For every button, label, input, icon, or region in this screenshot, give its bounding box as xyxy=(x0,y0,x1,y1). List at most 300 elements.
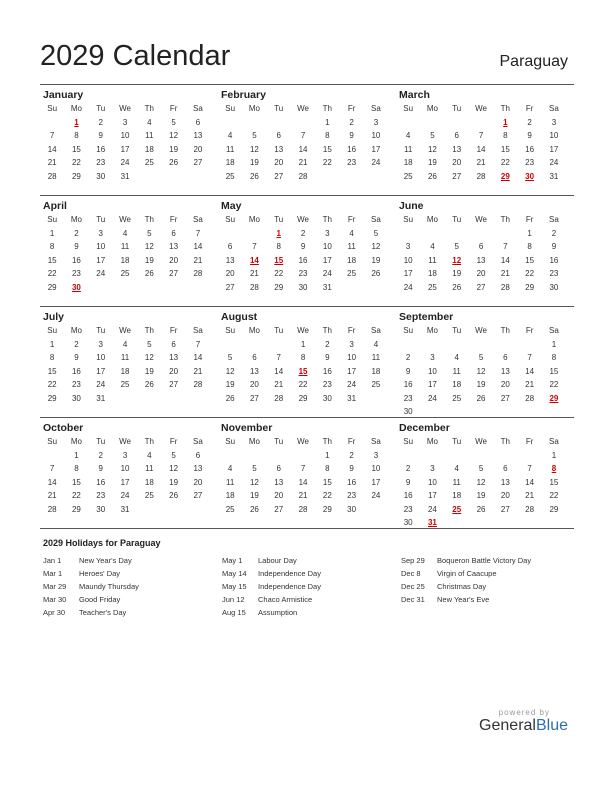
day-cell: 21 xyxy=(500,269,510,279)
weekday-label: Fr xyxy=(347,104,356,114)
weekday-label: We xyxy=(297,104,309,114)
day-cell: 10 xyxy=(120,464,130,474)
empty-cell xyxy=(89,294,113,308)
empty-cell xyxy=(339,183,363,197)
weekday-label: Tu xyxy=(452,215,462,225)
day-cell: 28 xyxy=(298,171,308,181)
day-cell: 31 xyxy=(96,393,106,403)
day-cell: 9 xyxy=(551,242,557,252)
day-cell: 12 xyxy=(249,144,259,154)
day-cell: 6 xyxy=(454,131,459,141)
empty-cell xyxy=(396,183,420,197)
empty-cell xyxy=(242,405,266,419)
day-cell: 26 xyxy=(144,269,154,279)
day-cell: 6 xyxy=(478,242,484,252)
empty-cell xyxy=(242,227,266,241)
day-cell: 18 xyxy=(120,366,130,376)
day-cell: 16 xyxy=(96,144,106,154)
empty-cell xyxy=(113,405,137,419)
day-cell: 13 xyxy=(500,477,510,487)
day-cell: 3 xyxy=(325,228,330,238)
weekday-label: Tu xyxy=(274,104,284,114)
empty-cell xyxy=(364,294,388,308)
day-cell: 4 xyxy=(373,339,379,349)
month-table xyxy=(396,102,566,197)
day-cell: 11 xyxy=(120,242,130,252)
holiday-name: New Year's Eve xyxy=(437,595,490,604)
empty-cell xyxy=(469,116,493,130)
day-cell: 3 xyxy=(349,339,354,349)
day-cell: 20 xyxy=(274,491,284,501)
empty-cell xyxy=(517,516,541,530)
empty-cell xyxy=(161,516,185,530)
empty-cell xyxy=(445,183,469,197)
holiday-day-cell: 15 xyxy=(298,366,308,376)
day-cell: 7 xyxy=(195,228,201,238)
day-cell: 11 xyxy=(225,477,235,487)
day-cell: 2 xyxy=(98,117,103,127)
holiday-list-title: 2029 Holidays for Paraguay xyxy=(43,538,161,548)
day-cell: 25 xyxy=(120,269,130,279)
day-cell: 9 xyxy=(527,131,532,141)
day-cell: 5 xyxy=(147,339,152,349)
weekday-label: Th xyxy=(500,326,510,336)
day-cell: 27 xyxy=(193,491,203,501)
day-cell: 25 xyxy=(225,504,235,514)
empty-cell xyxy=(420,449,444,463)
day-cell: 29 xyxy=(47,393,57,403)
day-cell: 20 xyxy=(249,380,259,390)
empty-cell xyxy=(364,503,388,517)
weekday-label: Tu xyxy=(274,215,284,225)
day-cell: 21 xyxy=(525,491,535,501)
logo-blue: Blue xyxy=(535,717,568,734)
day-cell: 14 xyxy=(47,144,57,154)
day-cell: 23 xyxy=(347,491,357,501)
month-may xyxy=(218,196,396,306)
empty-cell xyxy=(517,449,541,463)
holiday-item xyxy=(401,567,580,580)
day-cell: 5 xyxy=(478,464,484,474)
day-cell: 15 xyxy=(71,144,81,154)
weekday-label: Th xyxy=(144,215,154,225)
day-cell: 29 xyxy=(47,282,57,292)
day-cell: 13 xyxy=(193,464,203,474)
weekday-label: We xyxy=(475,104,487,114)
holiday-name: Virgin of Caacupe xyxy=(437,569,497,578)
day-cell: 10 xyxy=(347,353,357,363)
day-cell: 1 xyxy=(300,339,306,349)
weekday-label: Fr xyxy=(525,215,534,225)
day-cell: 18 xyxy=(225,158,235,168)
month-table xyxy=(40,102,210,197)
weekday-label: Su xyxy=(47,215,58,225)
month-name: June xyxy=(399,200,424,212)
day-cell: 17 xyxy=(120,144,130,154)
month-june xyxy=(396,196,574,306)
day-cell: 18 xyxy=(144,477,154,487)
weekday-label: Su xyxy=(225,215,236,225)
day-cell: 6 xyxy=(195,117,201,127)
holiday-name: New Year's Day xyxy=(79,556,132,565)
empty-cell xyxy=(364,183,388,197)
empty-cell xyxy=(40,294,64,308)
day-cell: 15 xyxy=(322,477,332,487)
day-cell: 29 xyxy=(71,171,81,181)
day-cell: 8 xyxy=(74,131,79,141)
day-cell: 25 xyxy=(144,158,154,168)
day-cell: 18 xyxy=(347,255,357,265)
empty-cell xyxy=(113,294,137,308)
day-cell: 17 xyxy=(371,144,381,154)
day-cell: 4 xyxy=(227,464,233,474)
day-cell: 6 xyxy=(227,242,233,252)
month-name: March xyxy=(399,89,430,101)
empty-cell xyxy=(445,116,469,130)
page-title: 2029 Calendar xyxy=(40,40,231,72)
day-cell: 9 xyxy=(98,131,103,141)
empty-cell xyxy=(291,516,315,530)
day-cell: 16 xyxy=(96,477,106,487)
empty-cell xyxy=(364,516,388,530)
empty-cell xyxy=(396,116,420,130)
day-cell: 22 xyxy=(549,380,559,390)
day-cell: 2 xyxy=(325,339,330,349)
day-cell: 19 xyxy=(249,158,259,168)
day-cell: 3 xyxy=(551,117,557,127)
day-cell: 9 xyxy=(74,353,79,363)
day-cell: 21 xyxy=(193,255,203,265)
weekday-label: Tu xyxy=(452,437,462,447)
day-cell: 27 xyxy=(169,380,179,390)
weekday-label: Th xyxy=(500,437,510,447)
day-cell: 19 xyxy=(476,491,486,501)
weekday-label: Su xyxy=(403,326,414,336)
month-table xyxy=(218,324,388,419)
holiday-item xyxy=(401,554,580,567)
day-cell: 27 xyxy=(476,282,486,292)
day-cell: 9 xyxy=(405,366,411,376)
weekday-label: Su xyxy=(47,437,58,447)
day-cell: 24 xyxy=(322,269,332,279)
empty-cell xyxy=(218,183,242,197)
weekday-label: Mo xyxy=(248,437,260,447)
holiday-date: May 15 xyxy=(222,582,247,591)
day-cell: 24 xyxy=(371,158,381,168)
day-cell: 24 xyxy=(427,393,437,403)
holiday-day-cell: 8 xyxy=(551,464,557,474)
empty-cell xyxy=(339,170,363,184)
weekday-label: Sa xyxy=(549,437,559,447)
weekday-label: We xyxy=(297,437,309,447)
day-cell: 1 xyxy=(49,228,55,238)
weekday-label: Th xyxy=(322,104,332,114)
empty-cell xyxy=(420,294,444,308)
day-cell: 13 xyxy=(169,353,179,363)
holiday-day-cell: 14 xyxy=(249,255,259,265)
day-cell: 28 xyxy=(193,380,203,390)
calendar-row xyxy=(40,195,574,306)
holiday-column xyxy=(401,554,580,619)
holiday-day-cell: 1 xyxy=(276,228,281,238)
day-cell: 25 xyxy=(371,380,381,390)
month-august xyxy=(218,307,396,417)
month-november xyxy=(218,418,396,528)
empty-cell xyxy=(186,516,210,530)
day-cell: 15 xyxy=(500,144,510,154)
empty-cell xyxy=(493,338,517,352)
weekday-label: Mo xyxy=(426,326,438,336)
weekday-label: Sa xyxy=(371,215,381,225)
day-cell: 4 xyxy=(147,117,152,127)
empty-cell xyxy=(267,405,291,419)
day-cell: 8 xyxy=(300,353,306,363)
day-cell: 2 xyxy=(300,228,306,238)
day-cell: 10 xyxy=(120,131,130,141)
day-cell: 30 xyxy=(403,407,413,417)
empty-cell xyxy=(469,405,493,419)
empty-cell xyxy=(493,516,517,530)
day-cell: 15 xyxy=(71,477,81,487)
empty-cell xyxy=(161,503,185,517)
day-cell: 5 xyxy=(373,228,379,238)
weekday-label: Mo xyxy=(70,104,82,114)
day-cell: 31 xyxy=(322,282,332,292)
weekday-label: Mo xyxy=(248,215,260,225)
empty-cell xyxy=(493,449,517,463)
day-cell: 21 xyxy=(47,491,57,501)
day-cell: 14 xyxy=(298,477,308,487)
weekday-label: Su xyxy=(225,437,236,447)
day-cell: 14 xyxy=(274,366,284,376)
day-cell: 12 xyxy=(144,353,154,363)
day-cell: 17 xyxy=(427,380,437,390)
day-cell: 23 xyxy=(403,393,413,403)
day-cell: 11 xyxy=(371,353,381,363)
empty-cell xyxy=(186,281,210,295)
month-january xyxy=(40,85,218,195)
holiday-day-cell: 29 xyxy=(500,171,510,181)
day-cell: 19 xyxy=(144,366,154,376)
month-table xyxy=(40,435,210,530)
day-cell: 22 xyxy=(71,491,81,501)
day-cell: 27 xyxy=(274,504,284,514)
day-cell: 27 xyxy=(500,504,510,514)
day-cell: 21 xyxy=(47,158,57,168)
empty-cell xyxy=(445,449,469,463)
day-cell: 4 xyxy=(405,131,411,141)
day-cell: 3 xyxy=(122,117,128,127)
day-cell: 7 xyxy=(49,131,55,141)
weekday-label: Mo xyxy=(70,215,82,225)
empty-cell xyxy=(420,183,444,197)
empty-cell xyxy=(364,392,388,406)
day-cell: 13 xyxy=(193,131,203,141)
day-cell: 14 xyxy=(476,144,486,154)
day-cell: 14 xyxy=(298,144,308,154)
day-cell: 2 xyxy=(74,228,79,238)
day-cell: 16 xyxy=(403,380,413,390)
day-cell: 10 xyxy=(322,242,332,252)
day-cell: 12 xyxy=(169,131,179,141)
day-cell: 4 xyxy=(147,450,152,460)
holiday-date: Jan 1 xyxy=(43,556,62,565)
empty-cell xyxy=(445,405,469,419)
day-cell: 3 xyxy=(98,339,103,349)
day-cell: 4 xyxy=(349,228,354,238)
day-cell: 28 xyxy=(525,393,535,403)
day-cell: 12 xyxy=(169,464,179,474)
empty-cell xyxy=(420,116,444,130)
day-cell: 6 xyxy=(503,353,508,363)
day-cell: 2 xyxy=(551,228,557,238)
empty-cell xyxy=(339,516,363,530)
day-cell: 10 xyxy=(427,477,437,487)
day-cell: 14 xyxy=(500,255,510,265)
day-cell: 26 xyxy=(249,504,259,514)
day-cell: 13 xyxy=(452,144,462,154)
day-cell: 19 xyxy=(371,255,381,265)
day-cell: 23 xyxy=(298,269,308,279)
month-name: January xyxy=(43,89,84,101)
month-name: February xyxy=(221,89,266,101)
holiday-date: May 14 xyxy=(222,569,247,578)
empty-cell xyxy=(218,116,242,130)
empty-cell xyxy=(186,183,210,197)
weekday-label: Fr xyxy=(169,104,178,114)
day-cell: 20 xyxy=(500,380,510,390)
empty-cell xyxy=(40,405,64,419)
empty-cell xyxy=(396,449,420,463)
day-cell: 9 xyxy=(300,242,306,252)
empty-cell xyxy=(137,392,161,406)
day-cell: 18 xyxy=(225,491,235,501)
day-cell: 21 xyxy=(525,380,535,390)
month-table xyxy=(218,435,388,530)
day-cell: 26 xyxy=(169,491,179,501)
empty-cell xyxy=(267,294,291,308)
empty-cell xyxy=(242,183,266,197)
holiday-item xyxy=(43,593,222,606)
weekday-label: Th xyxy=(144,326,154,336)
weekday-label: Su xyxy=(403,437,414,447)
brand-logo[interactable] xyxy=(479,708,568,735)
day-cell: 28 xyxy=(193,269,203,279)
day-cell: 27 xyxy=(193,158,203,168)
holiday-column xyxy=(222,554,401,619)
day-cell: 23 xyxy=(96,491,106,501)
day-cell: 28 xyxy=(274,393,284,403)
empty-cell xyxy=(420,405,444,419)
holiday-item xyxy=(401,593,580,606)
day-cell: 7 xyxy=(527,353,532,363)
month-table xyxy=(396,324,566,419)
day-cell: 7 xyxy=(478,131,484,141)
holiday-item xyxy=(222,606,401,619)
empty-cell xyxy=(267,116,291,130)
holiday-columns xyxy=(43,554,583,619)
day-cell: 7 xyxy=(300,131,306,141)
day-cell: 30 xyxy=(322,393,332,403)
empty-cell xyxy=(396,227,420,241)
day-cell: 11 xyxy=(403,144,413,154)
day-cell: 24 xyxy=(371,491,381,501)
day-cell: 18 xyxy=(452,380,462,390)
empty-cell xyxy=(242,294,266,308)
empty-cell xyxy=(517,183,541,197)
day-cell: 5 xyxy=(252,131,257,141)
empty-cell xyxy=(445,294,469,308)
day-cell: 16 xyxy=(322,366,332,376)
day-cell: 22 xyxy=(274,269,284,279)
day-cell: 2 xyxy=(405,353,411,363)
empty-cell xyxy=(40,516,64,530)
weekday-label: Tu xyxy=(96,215,106,225)
day-cell: 25 xyxy=(120,380,130,390)
day-cell: 17 xyxy=(347,366,357,376)
day-cell: 14 xyxy=(525,477,535,487)
day-cell: 18 xyxy=(120,255,130,265)
holiday-day-cell: 12 xyxy=(452,255,462,265)
holiday-name: Chaco Armistice xyxy=(258,595,313,604)
holiday-date: Jun 12 xyxy=(222,595,245,604)
day-cell: 17 xyxy=(371,477,381,487)
day-cell: 20 xyxy=(169,366,179,376)
weekday-label: Sa xyxy=(371,104,381,114)
day-cell: 30 xyxy=(403,518,413,528)
empty-cell xyxy=(339,281,363,295)
holiday-item xyxy=(222,567,401,580)
day-cell: 25 xyxy=(427,282,437,292)
day-cell: 23 xyxy=(549,269,559,279)
day-cell: 15 xyxy=(47,366,57,376)
day-cell: 6 xyxy=(195,450,201,460)
empty-cell xyxy=(40,116,64,130)
empty-cell xyxy=(493,227,517,241)
day-cell: 24 xyxy=(96,380,106,390)
day-cell: 9 xyxy=(98,464,103,474)
day-cell: 8 xyxy=(551,353,557,363)
day-cell: 30 xyxy=(96,504,106,514)
day-cell: 9 xyxy=(349,131,354,141)
day-cell: 24 xyxy=(120,491,130,501)
day-cell: 10 xyxy=(549,131,559,141)
empty-cell xyxy=(267,449,291,463)
day-cell: 7 xyxy=(503,242,508,252)
weekday-label: Mo xyxy=(426,437,438,447)
holiday-date: May 1 xyxy=(222,556,243,565)
month-name: September xyxy=(399,311,454,323)
day-cell: 13 xyxy=(225,255,235,265)
day-cell: 4 xyxy=(227,131,233,141)
day-cell: 19 xyxy=(169,477,179,487)
weekday-label: Mo xyxy=(248,104,260,114)
day-cell: 17 xyxy=(120,477,130,487)
empty-cell xyxy=(469,183,493,197)
empty-cell xyxy=(493,405,517,419)
empty-cell xyxy=(89,281,113,295)
empty-cell xyxy=(186,392,210,406)
day-cell: 5 xyxy=(171,450,176,460)
day-cell: 17 xyxy=(322,255,332,265)
month-name: August xyxy=(221,311,258,323)
day-cell: 11 xyxy=(452,366,461,376)
day-cell: 20 xyxy=(476,269,486,279)
month-march xyxy=(396,85,574,195)
weekday-label: Sa xyxy=(549,215,559,225)
day-cell: 8 xyxy=(49,353,55,363)
day-cell: 1 xyxy=(74,450,79,460)
